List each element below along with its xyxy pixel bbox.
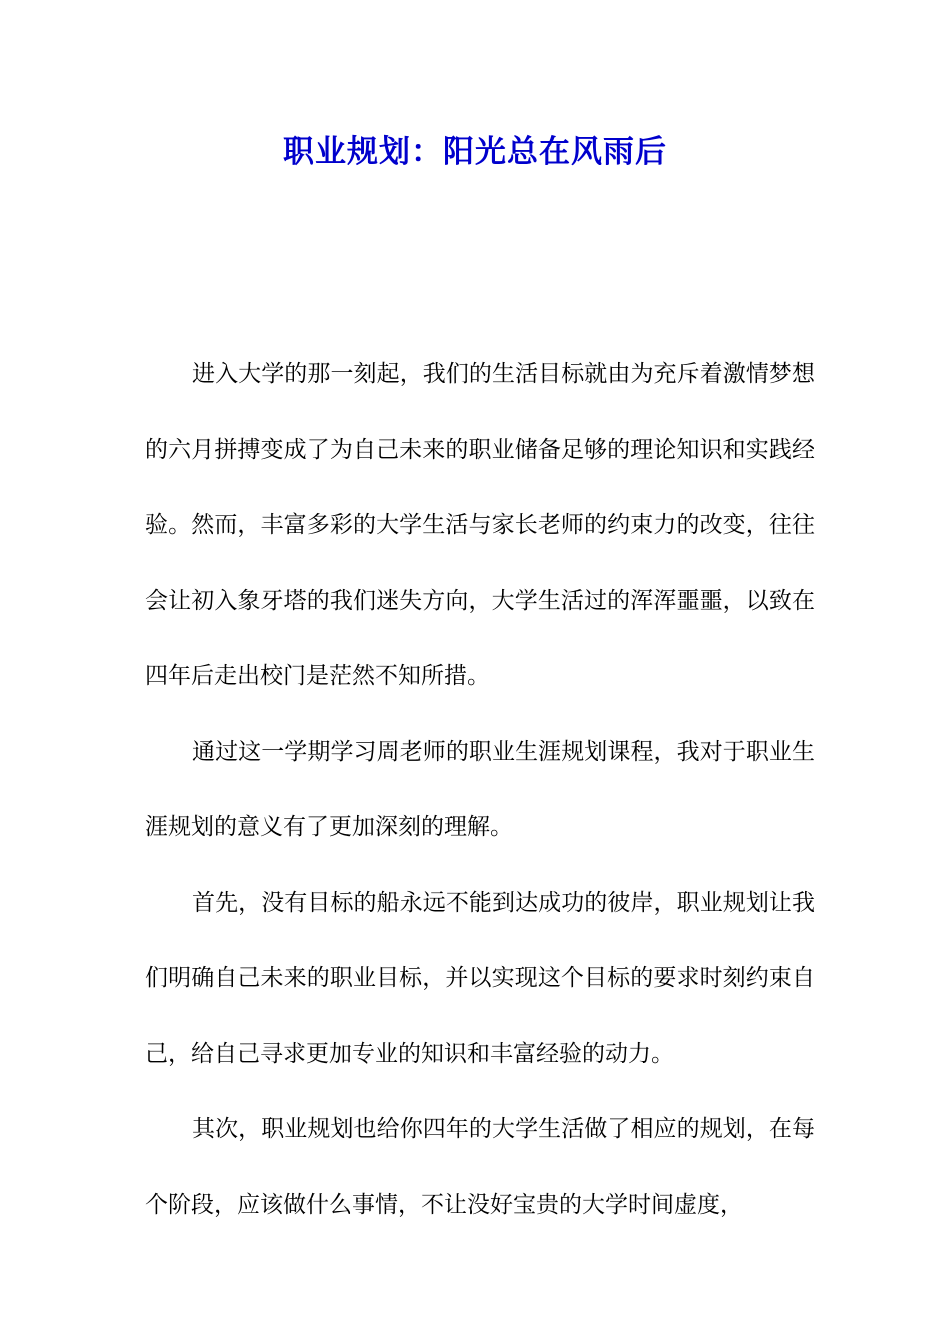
paragraph: 通过这一学期学习周老师的职业生涯规划课程，我对于职业生涯规划的意义有了更加深刻的理解。 <box>145 738 815 840</box>
document-body <box>145 337 815 1243</box>
paragraph: 首先，没有目标的船永远不能到达成功的彼岸，职业规划让我们明确自己未来的职业目标，并以实现这个目标的要求时刻约束自己，给自己寻求更加专业的知识和丰富经验的动力。 <box>145 889 815 1067</box>
document-title: 职业规划：阳光总在风雨后 <box>283 134 667 170</box>
paragraph: 进入大学的那一刻起，我们的生活目标就由为充斥着激情梦想的六月拼搏变成了为自己未来的职业储备足够的理论知识和实践经验。然而，丰富多彩的大学生活与家长老师的约束力的改变，往往会让初入象牙塔的我们迷失方向，大学生活过的浑浑噩噩，以致在四年后走出校门是茫然不知所措。 <box>145 361 815 689</box>
paragraph: 其次，职业规划也给你四年的大学生活做了相应的规划，在每个阶段，应该做什么事情，不让没好宝贵的大学时间虚度， <box>145 1116 815 1218</box>
